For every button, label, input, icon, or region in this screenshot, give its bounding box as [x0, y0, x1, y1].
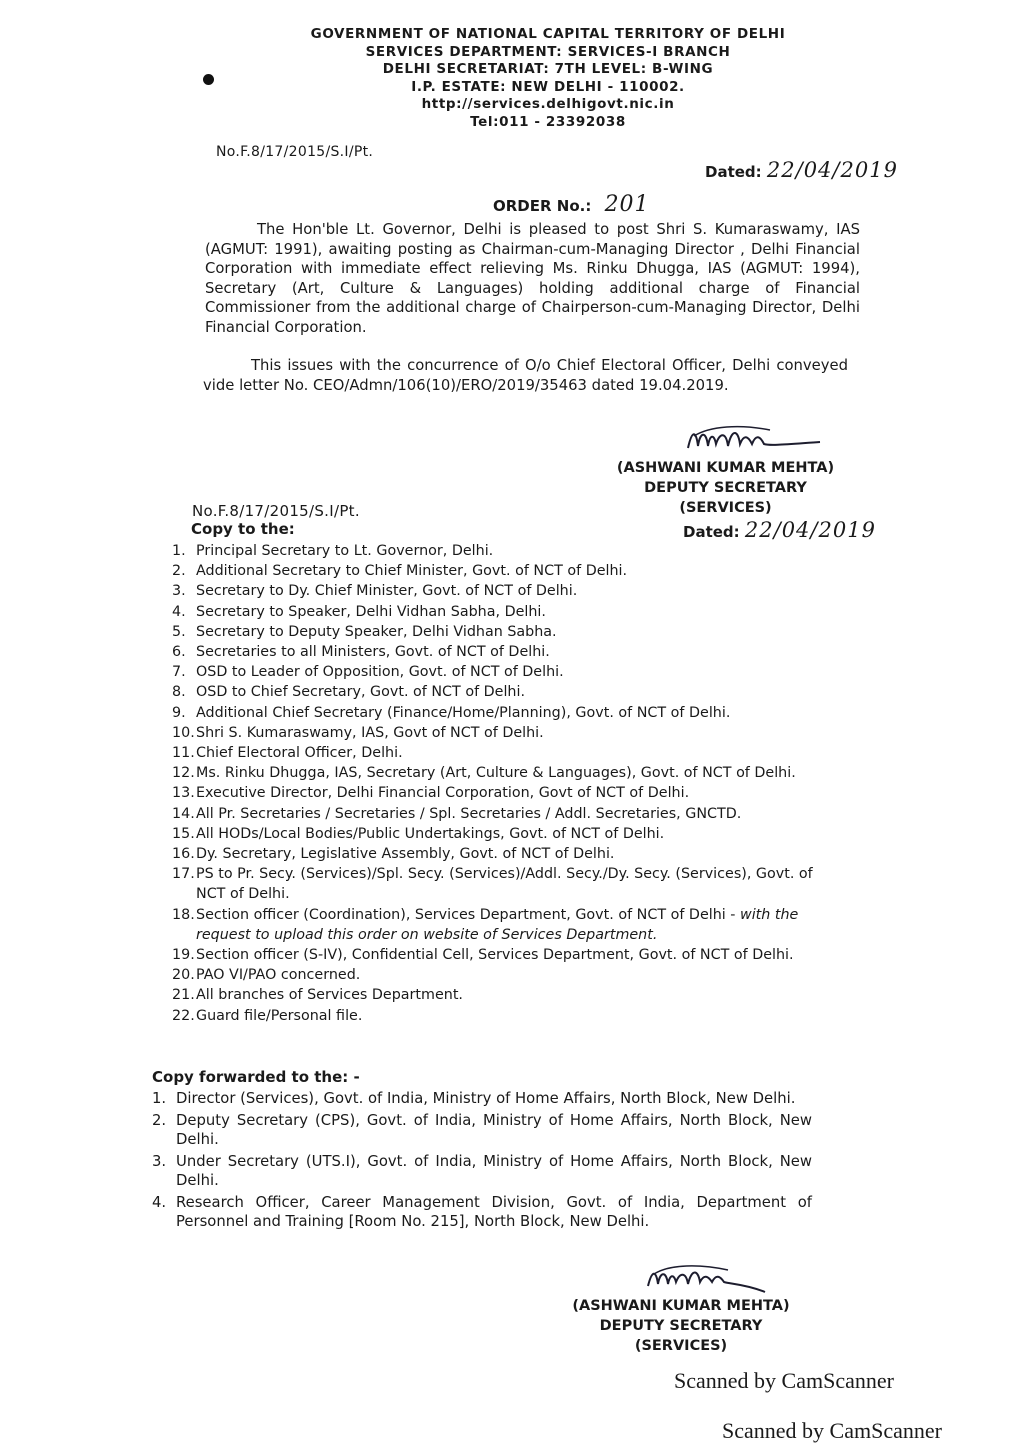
copy-to-item-number: 2. — [172, 563, 186, 580]
copy-date-label: Dated: — [683, 523, 740, 541]
signature-1 — [680, 422, 830, 460]
copy-to-item-text: Guard file/Personal file. — [196, 1007, 363, 1024]
copy-to-item-text: PAO VI/PAO concerned. — [196, 967, 361, 984]
copy-to-item-number: 15. — [172, 825, 195, 842]
copy-to-item-number: 9. — [172, 704, 186, 721]
copy-to-item-number: 20. — [172, 967, 195, 984]
copy-to-item — [172, 743, 832, 763]
copy-to-item-number: 19. — [172, 947, 195, 964]
copy-to-list — [172, 541, 832, 1026]
copy-to-item-number: 21. — [172, 987, 195, 1004]
copy-forwarded-item-number: 1. — [152, 1090, 167, 1107]
copy-forwarded-item-number: 3. — [152, 1152, 167, 1170]
copy-to-item — [172, 905, 832, 945]
copy-forwarded-item-text: Research Officer, Career Management Division, Govt. of India, Department of Personnel and Training [Room No. 215], North Block, New Delhi. — [176, 1193, 812, 1230]
copy-forwarded-item — [152, 1152, 812, 1191]
order-date — [705, 158, 898, 182]
order-date-handwritten: 22/04/2019 — [766, 158, 898, 182]
copy-to-item — [172, 622, 832, 642]
copy-to-item-number: 1. — [172, 543, 186, 559]
copy-forwarded-item-text: Under Secretary (UTS.I), Govt. of India, Ministry of Home Affairs, North Block, New Delhi. — [176, 1152, 812, 1189]
copy-to-item-number: 14. — [172, 805, 195, 822]
copy-to-item-text: Additional Secretary to Chief Minister, Govt. of NCT of Delhi. — [196, 563, 628, 580]
copy-forwarded-item — [152, 1111, 812, 1150]
copy-to-item — [172, 985, 832, 1005]
copy-to-item — [172, 864, 832, 904]
order-number — [493, 192, 650, 217]
order-paragraph-1: The Hon'ble Lt. Governor, Delhi is pleased to post Shri S. Kumaraswamy, IAS (AGMUT: 1991), awaiting posting as Chairman-cum-Managing Director , Delhi Financial Corporation with immediate effect relieving Ms. Rinku Dhugga, IAS (AGMUT: 1994), Secretary (Art, Culture & Languages) holding additional charge of Financial Commissioner from the additional charge of Chairperson-cum-Managing Director, Delhi Financial Corporation. — [205, 221, 860, 336]
copy-to-item — [172, 1006, 832, 1026]
copy-to-item-text: Chief Electoral Officer, Delhi. — [196, 745, 403, 762]
letterhead-line-1: GOVERNMENT OF NATIONAL CAPITAL TERRITORY OF DELHI — [310, 26, 786, 42]
copy-to-item-number: 13. — [172, 785, 195, 802]
scanner-watermark-2: Scanned by CamScanner — [722, 1418, 942, 1443]
copy-forwarded-item-text: Deputy Secretary (CPS), Govt. of India, Ministry of Home Affairs, North Block, New Delhi. — [176, 1111, 812, 1148]
copy-to-item — [172, 783, 832, 803]
copy-to-item-number: 7. — [172, 664, 186, 681]
copy-forwarded-item — [152, 1089, 812, 1109]
copy-forwarded-item — [152, 1193, 812, 1232]
copy-to-item-text: Secretary to Speaker, Delhi Vidhan Sabha, Delhi. — [196, 603, 546, 620]
copy-to-item-number: 12. — [172, 765, 195, 782]
letterhead-phone: Tel:011 - 23392038 — [470, 113, 626, 130]
copy-to-item-text: OSD to Leader of Opposition, Govt. of NCT of Delhi. — [196, 664, 564, 681]
copy-to-item — [172, 763, 832, 783]
copy-to-item-text: Ms. Rinku Dhugga, IAS, Secretary (Art, Culture & Languages), Govt. of NCT of Delhi. — [196, 765, 796, 782]
letterhead-website: http://services.delhigovt.nic.in — [421, 96, 675, 112]
copy-to-item-text: All branches of Services Department. — [196, 987, 463, 1004]
copy-to-item — [172, 642, 832, 662]
copy-to-item-number: 5. — [172, 623, 186, 640]
copy-to-item — [172, 824, 832, 844]
signatory-name: (ASHWANI KUMAR MEHTA) — [616, 460, 835, 476]
copy-to-item-number: 22. — [172, 1007, 195, 1024]
copy-forwarded-title: Copy forwarded to the: - — [152, 1068, 360, 1086]
copy-to-item-number: 3. — [172, 583, 186, 600]
signatory-title: DEPUTY SECRETARY (SERVICES) — [644, 480, 807, 516]
order-date-label: Dated: — [705, 163, 762, 181]
letterhead-line-4: I.P. ESTATE: NEW DELHI - 110002. — [411, 78, 685, 95]
copy-to-item — [172, 602, 832, 622]
copy-to-item-text: Secretary to Dy. Chief Minister, Govt. of NCT of Delhi. — [196, 583, 578, 600]
copy-to-item-number: 6. — [172, 644, 186, 661]
copy-date-handwritten: 22/04/2019 — [744, 518, 876, 542]
copy-to-item — [172, 723, 832, 743]
copy-to-item-number: 8. — [172, 684, 186, 701]
copy-forwarded-item-number: 2. — [152, 1111, 167, 1129]
copy-to-title: Copy to the: — [191, 520, 295, 538]
copy-to-item-text: Secretaries to all Ministers, Govt. of NCT of Delhi. — [196, 644, 550, 661]
copy-to-item-number: 4. — [172, 603, 186, 620]
copy-to-item — [172, 682, 832, 702]
copy-to-item — [172, 581, 832, 601]
copy-to-item-text: Dy. Secretary, Legislative Assembly, Govt. of NCT of Delhi. — [196, 846, 615, 863]
signatory-name-2: (ASHWANI KUMAR MEHTA) — [572, 1298, 790, 1314]
order-number-label: ORDER No.: — [493, 197, 592, 215]
signature-2 — [640, 1262, 780, 1298]
copy-to-item-number: 16. — [172, 846, 195, 863]
copy-to-item — [172, 662, 832, 682]
copy-forwarded-item-number: 4. — [152, 1193, 167, 1211]
copy-to-item-number: 17. — [172, 866, 195, 883]
copy-to-item-text: Additional Chief Secretary (Finance/Home/Planning), Govt. of NCT of Delhi. — [196, 704, 731, 721]
signatory-title-2: DEPUTY SECRETARY (SERVICES) — [599, 1318, 763, 1354]
letterhead-line-3: DELHI SECRETARIAT: 7TH LEVEL: B-WING — [382, 61, 714, 77]
copy-file-number: No.F.8/17/2015/S.I/Pt. — [192, 502, 360, 520]
letterhead — [0, 26, 1026, 131]
copy-to-item — [172, 703, 832, 723]
copy-to-item-text: Principal Secretary to Lt. Governor, Delhi. — [196, 543, 494, 559]
copy-to-item-text: PS to Pr. Secy. (Services)/Spl. Secy. (Services)/Addl. Secy./Dy. Secy. (Services), Govt. of NCT of Delhi. — [196, 866, 813, 903]
copy-date — [683, 518, 876, 542]
file-number: No.F.8/17/2015/S.I/Pt. — [216, 144, 374, 160]
copy-to-item-text: Executive Director, Delhi Financial Corporation, Govt of NCT of Delhi. — [196, 785, 690, 802]
copy-to-item-text: Section officer (Coordination), Services Department, Govt. of NCT of Delhi - — [196, 906, 736, 923]
order-number-handwritten: 201 — [604, 192, 650, 217]
copy-to-item-text: Section officer (S-IV), Confidential Cell, Services Department, Govt. of NCT of Delhi. — [196, 947, 794, 964]
copy-to-item — [172, 804, 832, 824]
copy-to-item-number: 18. — [172, 906, 195, 923]
copy-to-item — [172, 965, 832, 985]
copy-to-item-text: OSD to Chief Secretary, Govt. of NCT of Delhi. — [196, 684, 525, 701]
scanner-watermark-1: Scanned by CamScanner — [674, 1368, 894, 1393]
copy-to-item-text: Secretary to Deputy Speaker, Delhi Vidhan Sabha. — [196, 623, 557, 640]
copy-to-item-number: 11. — [172, 745, 195, 762]
copy-to-item-italic-note: with the request to upload this order on website of Services Department. — [196, 906, 799, 943]
copy-to-item — [172, 561, 832, 581]
copy-forwarded-list — [152, 1089, 812, 1234]
copy-to-item-text: All Pr. Secretaries / Secretaries / Spl. Secretaries / Addl. Secretaries, GNCTD. — [196, 805, 742, 822]
copy-to-item — [172, 844, 832, 864]
signatory-block-1 — [598, 458, 853, 518]
copy-to-item — [172, 541, 832, 561]
letterhead-line-2: SERVICES DEPARTMENT: SERVICES-I BRANCH — [365, 43, 731, 60]
signatory-block-2 — [556, 1296, 806, 1356]
copy-to-item — [172, 945, 832, 965]
copy-to-item-text: Shri S. Kumaraswamy, IAS, Govt of NCT of Delhi. — [196, 724, 544, 741]
copy-to-item-text: All HODs/Local Bodies/Public Undertakings, Govt. of NCT of Delhi. — [196, 825, 665, 842]
copy-to-item-number: 10. — [172, 724, 195, 741]
order-paragraph-2: This issues with the concurrence of O/o Chief Electoral Officer, Delhi conveyed vide letter No. CEO/Admn/106(10)/ERO/2019/35463 dated 19.04.2019. — [203, 357, 848, 394]
copy-forwarded-item-text: Director (Services), Govt. of India, Ministry of Home Affairs, North Block, New Delhi. — [176, 1090, 796, 1107]
